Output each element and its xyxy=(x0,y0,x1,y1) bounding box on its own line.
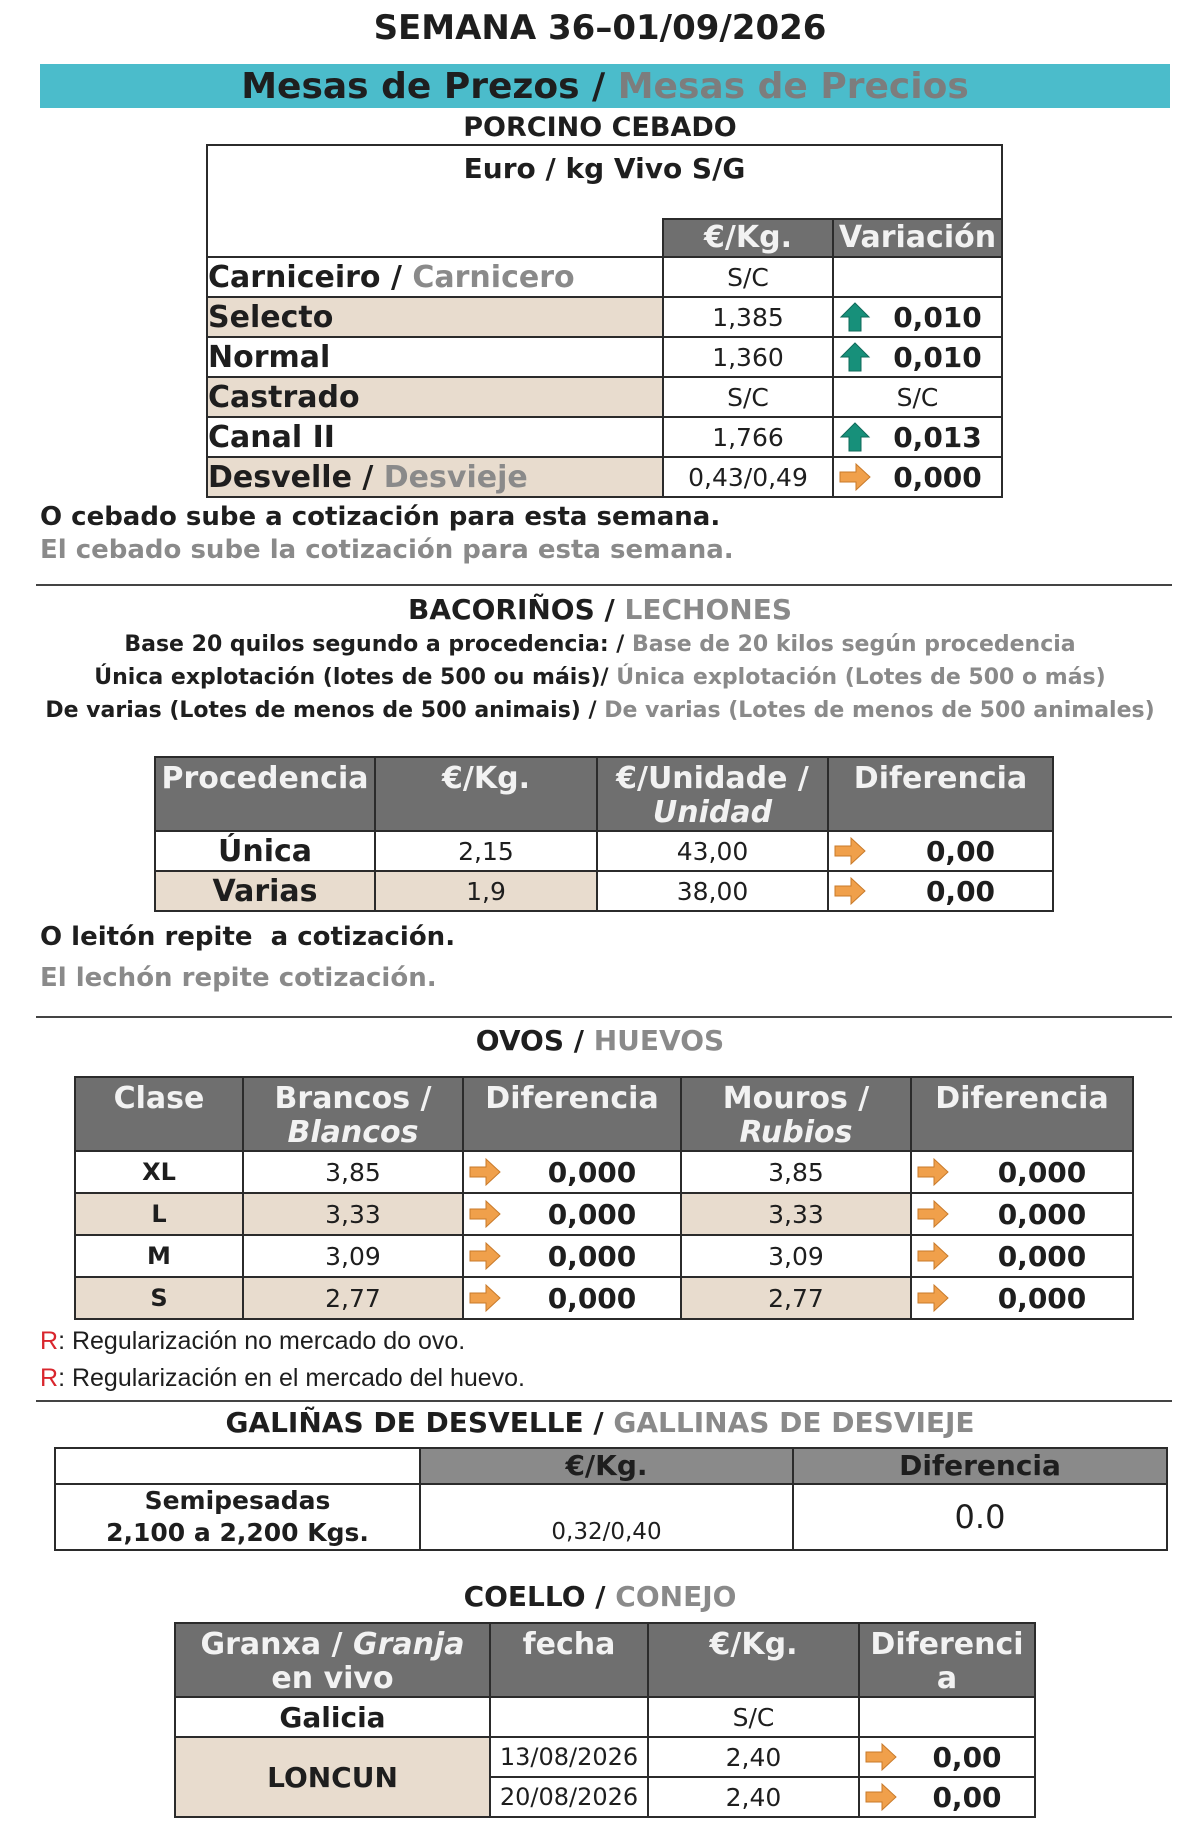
huevos-white: 3,33 xyxy=(243,1193,463,1235)
table-row xyxy=(207,337,1002,377)
huevos-brown: 3,09 xyxy=(681,1235,911,1277)
banner-gl: Mesas de Prezos xyxy=(241,66,580,107)
lechones-unit-header: €/Unidade / Unidad xyxy=(597,757,828,831)
conejo-kg-header: €/Kg. xyxy=(648,1623,859,1697)
conejo-diff: 0,00 xyxy=(859,1737,1035,1777)
huevos-class: XL xyxy=(75,1151,243,1193)
huevos-brown-header: Mouros / Rubios xyxy=(681,1077,911,1151)
huevos-white: 2,77 xyxy=(243,1277,463,1319)
huevos-brown-diff: 0,000 xyxy=(911,1277,1133,1319)
lechones-note-gl: O leitón repite a cotización. xyxy=(40,922,456,952)
huevos-white-header: Brancos / Blancos xyxy=(243,1077,463,1151)
porcino-price: 0,43/0,49 xyxy=(663,457,833,497)
conejo-title: COELLO / CONEJO xyxy=(463,1580,737,1613)
conejo-kg: 2,40 xyxy=(648,1737,859,1777)
right-arrow-icon xyxy=(916,1199,950,1229)
right-arrow-icon xyxy=(468,1199,502,1229)
divider xyxy=(36,584,1172,586)
porcino-price-header: €/Kg. xyxy=(663,219,833,257)
right-arrow-icon xyxy=(833,876,867,906)
divider xyxy=(36,1400,1172,1402)
huevos-white-diff-header: Diferencia xyxy=(463,1077,681,1151)
porcino-var-header: Variación xyxy=(833,219,1002,257)
porcino-label: Normal xyxy=(207,337,663,377)
huevos-class: S xyxy=(75,1277,243,1319)
porcino-variation: 0,010 xyxy=(833,337,1002,377)
huevos-brown: 3,85 xyxy=(681,1151,911,1193)
porcino-price: S/C xyxy=(663,377,833,417)
gallinas-table xyxy=(54,1447,1168,1551)
gallinas-title: GALIÑAS DE DESVELLE / GALLINAS DE DESVIEJE xyxy=(225,1406,975,1439)
huevos-brown: 3,33 xyxy=(681,1193,911,1235)
lechones-unit: 43,00 xyxy=(597,831,828,871)
conejo-kg: S/C xyxy=(648,1697,859,1737)
porcino-variation xyxy=(833,257,1002,297)
table-row xyxy=(207,377,1002,417)
lechones-diff-header: Diferencia xyxy=(828,757,1053,831)
lechones-note-es: El lechón repite cotización. xyxy=(40,963,437,993)
porcino-note-gl: O cebado sube a cotización para esta semana. xyxy=(40,502,721,532)
lechones-line: Única explotación (lotes de 500 ou máis)/ Única explotación (Lotes de 500 o más) xyxy=(94,665,1106,690)
huevos-brown-diff: 0,000 xyxy=(911,1235,1133,1277)
porcino-variation: 0,013 xyxy=(833,417,1002,457)
porcino-price: 1,385 xyxy=(663,297,833,337)
gallinas-diff: 0.0 xyxy=(793,1484,1167,1550)
table-row xyxy=(155,831,1053,871)
huevos-note-gl: R: Regularización no mercado do ovo. xyxy=(40,1327,466,1355)
right-arrow-icon xyxy=(468,1283,502,1313)
lechones-origin-header: Procedencia xyxy=(155,757,375,831)
table-row xyxy=(207,297,1002,337)
right-arrow-icon xyxy=(864,1782,898,1812)
table-row xyxy=(75,1235,1133,1277)
huevos-brown-diff: 0,000 xyxy=(911,1193,1133,1235)
conejo-date: 20/08/2026 xyxy=(490,1777,648,1817)
porcino-variation: 0,010 xyxy=(833,297,1002,337)
porcino-label: Carniceiro / Carnicero xyxy=(207,257,663,297)
porcino-table xyxy=(206,144,1003,498)
conejo-diff xyxy=(859,1697,1035,1737)
conejo-diff-header: Diferenci a xyxy=(859,1623,1035,1697)
gallinas-label: Semipesadas 2,100 a 2,200 Kgs. xyxy=(55,1484,420,1550)
up-arrow-icon xyxy=(838,422,872,452)
huevos-white-diff: 0,000 xyxy=(463,1193,681,1235)
porcino-variation: S/C xyxy=(833,377,1002,417)
lechones-kg-header: €/Kg. xyxy=(375,757,597,831)
porcino-unit: Euro / kg Vivo S/G xyxy=(463,152,746,185)
table-row xyxy=(207,417,1002,457)
conejo-farm: LONCUN xyxy=(175,1737,490,1817)
porcino-note-es: El cebado sube la cotización para esta semana. xyxy=(40,535,734,565)
conejo-table xyxy=(174,1622,1036,1818)
right-arrow-icon xyxy=(916,1283,950,1313)
huevos-white-diff: 0,000 xyxy=(463,1277,681,1319)
huevos-white: 3,85 xyxy=(243,1151,463,1193)
gallinas-kg: 0,32/0,40 xyxy=(420,1484,793,1550)
porcino-label: Selecto xyxy=(207,297,663,337)
huevos-class: M xyxy=(75,1235,243,1277)
huevos-title: OVOS / HUEVOS xyxy=(475,1024,725,1057)
huevos-class: L xyxy=(75,1193,243,1235)
porcino-variation: 0,000 xyxy=(833,457,1002,497)
conejo-farm-header: Granxa / Granja en vivo xyxy=(175,1623,490,1697)
lechones-line: Base 20 quilos segundo a procedencia: / Base de 20 kilos según procedencia xyxy=(124,632,1076,657)
huevos-brown: 2,77 xyxy=(681,1277,911,1319)
huevos-class-header: Clase xyxy=(75,1077,243,1151)
huevos-brown-diff-header: Diferencia xyxy=(911,1077,1133,1151)
porcino-label: Castrado xyxy=(207,377,663,417)
lechones-unit: 38,00 xyxy=(597,871,828,911)
huevos-white: 3,09 xyxy=(243,1235,463,1277)
conejo-kg: 2,40 xyxy=(648,1777,859,1817)
lechones-diff: 0,00 xyxy=(828,871,1053,911)
porcino-label: Canal II xyxy=(207,417,663,457)
gallinas-diff-header: Diferencia xyxy=(793,1448,1167,1484)
table-row xyxy=(175,1697,1035,1737)
porcino-price: 1,360 xyxy=(663,337,833,377)
huevos-note-es: R: Regularización en el mercado del huevo. xyxy=(40,1364,526,1392)
conejo-date xyxy=(490,1697,648,1737)
right-arrow-icon xyxy=(838,462,872,492)
conejo-diff: 0,00 xyxy=(859,1777,1035,1817)
conejo-date: 13/08/2026 xyxy=(490,1737,648,1777)
right-arrow-icon xyxy=(864,1742,898,1772)
conejo-farm: Galicia xyxy=(175,1697,490,1737)
week-title: SEMANA 36–01/09/2026 xyxy=(373,8,827,48)
huevos-brown-diff: 0,000 xyxy=(911,1151,1133,1193)
right-arrow-icon xyxy=(916,1241,950,1271)
porcino-label: Desvelle / Desvieje xyxy=(207,457,663,497)
up-arrow-icon xyxy=(838,342,872,372)
gallinas-kg-header: €/Kg. xyxy=(420,1448,793,1484)
right-arrow-icon xyxy=(468,1157,502,1187)
porcino-unit-cell xyxy=(207,145,1002,219)
lechones-kg: 2,15 xyxy=(375,831,597,871)
table-row xyxy=(75,1151,1133,1193)
lechones-origin: Varias xyxy=(155,871,375,911)
table-row xyxy=(75,1193,1133,1235)
lechones-table xyxy=(154,756,1054,912)
table-row xyxy=(175,1737,1035,1777)
up-arrow-icon xyxy=(838,302,872,332)
huevos-table xyxy=(74,1076,1134,1320)
right-arrow-icon xyxy=(916,1157,950,1187)
table-row xyxy=(207,257,1002,297)
porcino-price: 1,766 xyxy=(663,417,833,457)
banner-es: Mesas de Precios xyxy=(617,66,969,107)
lechones-kg: 1,9 xyxy=(375,871,597,911)
huevos-white-diff: 0,000 xyxy=(463,1235,681,1277)
lechones-diff: 0,00 xyxy=(828,831,1053,871)
table-row xyxy=(55,1484,1167,1550)
title-banner: Mesas de Prezos / Mesas de Precios xyxy=(40,64,1170,108)
lechones-title: BACORIÑOS / LECHONES xyxy=(408,593,792,626)
table-row xyxy=(155,871,1053,911)
right-arrow-icon xyxy=(833,836,867,866)
table-row xyxy=(207,457,1002,497)
right-arrow-icon xyxy=(468,1241,502,1271)
lechones-line: De varias (Lotes de menos de 500 animais) / De varias (Lotes de menos de 500 animales) xyxy=(45,698,1155,723)
lechones-origin: Única xyxy=(155,831,375,871)
huevos-white-diff: 0,000 xyxy=(463,1151,681,1193)
porcino-title: PORCINO CEBADO xyxy=(463,112,737,143)
conejo-date-header: fecha xyxy=(490,1623,648,1697)
table-row xyxy=(75,1277,1133,1319)
porcino-price: S/C xyxy=(663,257,833,297)
divider xyxy=(36,1016,1172,1018)
